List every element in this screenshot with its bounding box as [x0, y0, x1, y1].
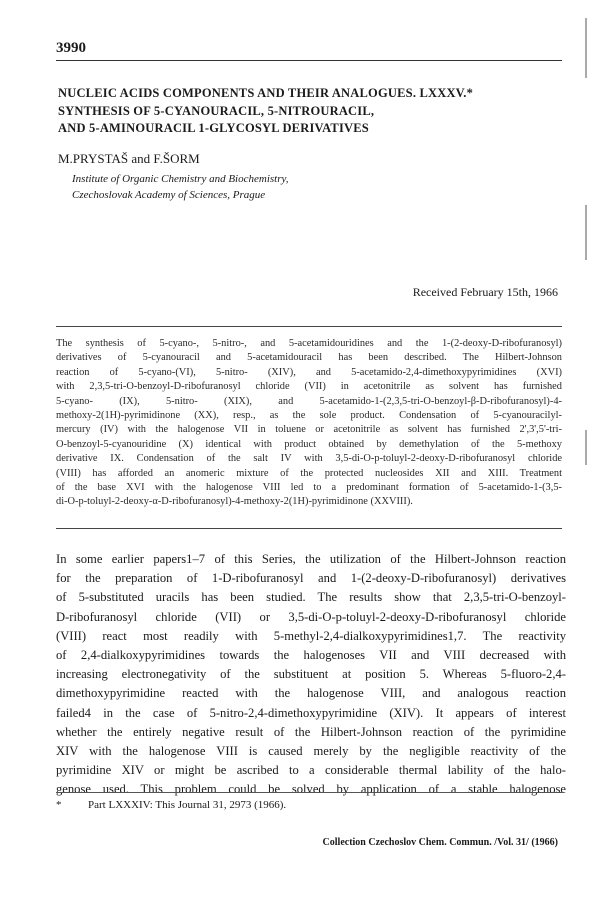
title-line-1: NUCLEIC ACIDS COMPONENTS AND THEIR ANALOGUES. LXXXV.* [58, 86, 474, 100]
received-date: Received February 15th, 1966 [412, 285, 558, 299]
title-line-3: AND 5-AMINOURACIL 1-GLYCOSYL DERIVATIVES [58, 121, 369, 135]
abstract-bottom-rule [56, 528, 562, 529]
body-line: D-ribofuranosyl chloride (VII) or 3,5-di-O-p-toluyl-2-deoxy-D-ribofuranosyl chloride [56, 609, 566, 624]
abstract-line: di-O-p-toluyl-2-deoxy-α-D-ribofuranosyl)-4-methoxy-2(1H)-pyrimidinone (XXVIII). [56, 496, 413, 508]
affiliation-line-2: Czechoslovak Academy of Sciences, Prague [72, 189, 266, 201]
body-line: dimethoxypyrimidine reacted with the halogenose VIII, and analogous reaction [56, 686, 566, 701]
footnote-text: Part LXXXIV: This Journal 31, 2973 (1966). [88, 799, 287, 811]
footnote-rule [56, 792, 562, 793]
margin-scan-mark [585, 430, 587, 465]
abstract [56, 337, 562, 510]
body-line: genose used. This problem could be solved by application of a stable halogenose [56, 782, 566, 797]
abstract-line: reaction of 5-cyano-(VI), 5-nitro- (XIV), and 5-acetamido-2,4-dimethoxypyrimidines (XVI) [56, 366, 562, 378]
abstract-top-rule [56, 326, 562, 327]
margin-scan-mark [585, 205, 587, 260]
body-text [56, 550, 566, 800]
footnote-mark: * [56, 799, 62, 811]
journal-footer: Collection Czechoslov Chem. Commun. /Vol. 31/ (1966) [322, 837, 558, 848]
top-rule [56, 60, 562, 61]
affiliation-line-1: Institute of Organic Chemistry and Biochemistry, [72, 173, 289, 185]
authors: M.PRYSTAŠ and F.ŠORM [58, 151, 200, 166]
body-line: pyrimidine XIV or might be ascribed to a considerable thermal lability of the halo- [56, 763, 566, 778]
abstract-line: O-benzoyl-5-cyanouridine (X) identical with product obtained by demethylation of the 5-methoxy [56, 438, 562, 450]
body-line: In some earlier papers1–7 of this Series, the utilization of the Hilbert-Johnson reaction [56, 552, 566, 566]
page-number: 3990 [56, 40, 86, 56]
abstract-line: with 2,3,5-tri-O-benzoyl-D-ribofuranosyl chloride (VII) in acetonitrile as solvent has furnished [56, 381, 562, 393]
body-line: whether the entirely negative result of the Hilbert-Johnson reaction of the pyrimidine [56, 724, 566, 739]
abstract-line: derivatives of 5-cyanouracil and 5-acetamidouracil has been described. The Hilbert-Johnson [56, 352, 562, 364]
abstract-line: derivative IX. Condensation of the salt IV with 3,5-di-O-p-toluyl-2-deoxy-D-ribofuranosyl chloride [56, 453, 562, 465]
body-line: failed4 in the case of 5-nitro-2,4-dimethoxypyrimidine (XIV). It appears of interest [56, 705, 566, 720]
margin-scan-mark [585, 18, 587, 78]
body-line: for the preparation of 1-D-ribofuranosyl and 1-(2-deoxy-D-ribofuranosyl) derivatives [56, 571, 566, 586]
body-line: increasing electronegativity of the substituent at position 5. Whereas 5-fluoro-2,4- [56, 667, 566, 682]
abstract-line: of the base XVI with the halogenose VIII led to a predominant formation of 5-acetamido-1-(3,5- [56, 482, 562, 494]
abstract-line: 5-cyano- (IX), 5-nitro- (XIX), and 5-acetamido-1-(2,3,5-tri-O-benzoyl-β-D-ribofuranosyl)-4- [56, 395, 562, 407]
abstract-line: The synthesis of 5-cyano-, 5-nitro-, and 5-acetamidouridines and the 1-(2-deoxy-D-ribofuranosyl) [56, 338, 562, 349]
abstract-line: methoxy-2(1H)-pyrimidinone (XX), resp., as the sole product. Condensation of 5-cyanouracilyl- [56, 410, 562, 422]
footnote [56, 799, 286, 811]
body-line: of 5-substituted uracils has been studied. The results show that 2,3,5-tri-O-benzoyl- [56, 590, 566, 605]
abstract-line: mercury (IV) with the halogenose VII in toluene or acetonitrile as solvent has furnished 2',3',5'-tri- [56, 424, 562, 436]
body-line: of 2,4-dialkoxypyrimidines towards the halogenoses VII and VIII decreased with [56, 648, 566, 663]
title-line-2: SYNTHESIS OF 5-CYANOURACIL, 5-NITROURACIL, [58, 104, 375, 118]
body-line: XIV with the halogenose VIII is caused merely by the negligible reactivity of the [56, 744, 566, 759]
abstract-line: (VIII) has afforded an anomeric mixture of the protected nucleosides XII and XIII. Treatment [56, 467, 562, 479]
body-line: (VIII) react most readily with 5-methyl-2,4-dialkoxypyrimidines1,7. The reactivity [56, 628, 566, 643]
